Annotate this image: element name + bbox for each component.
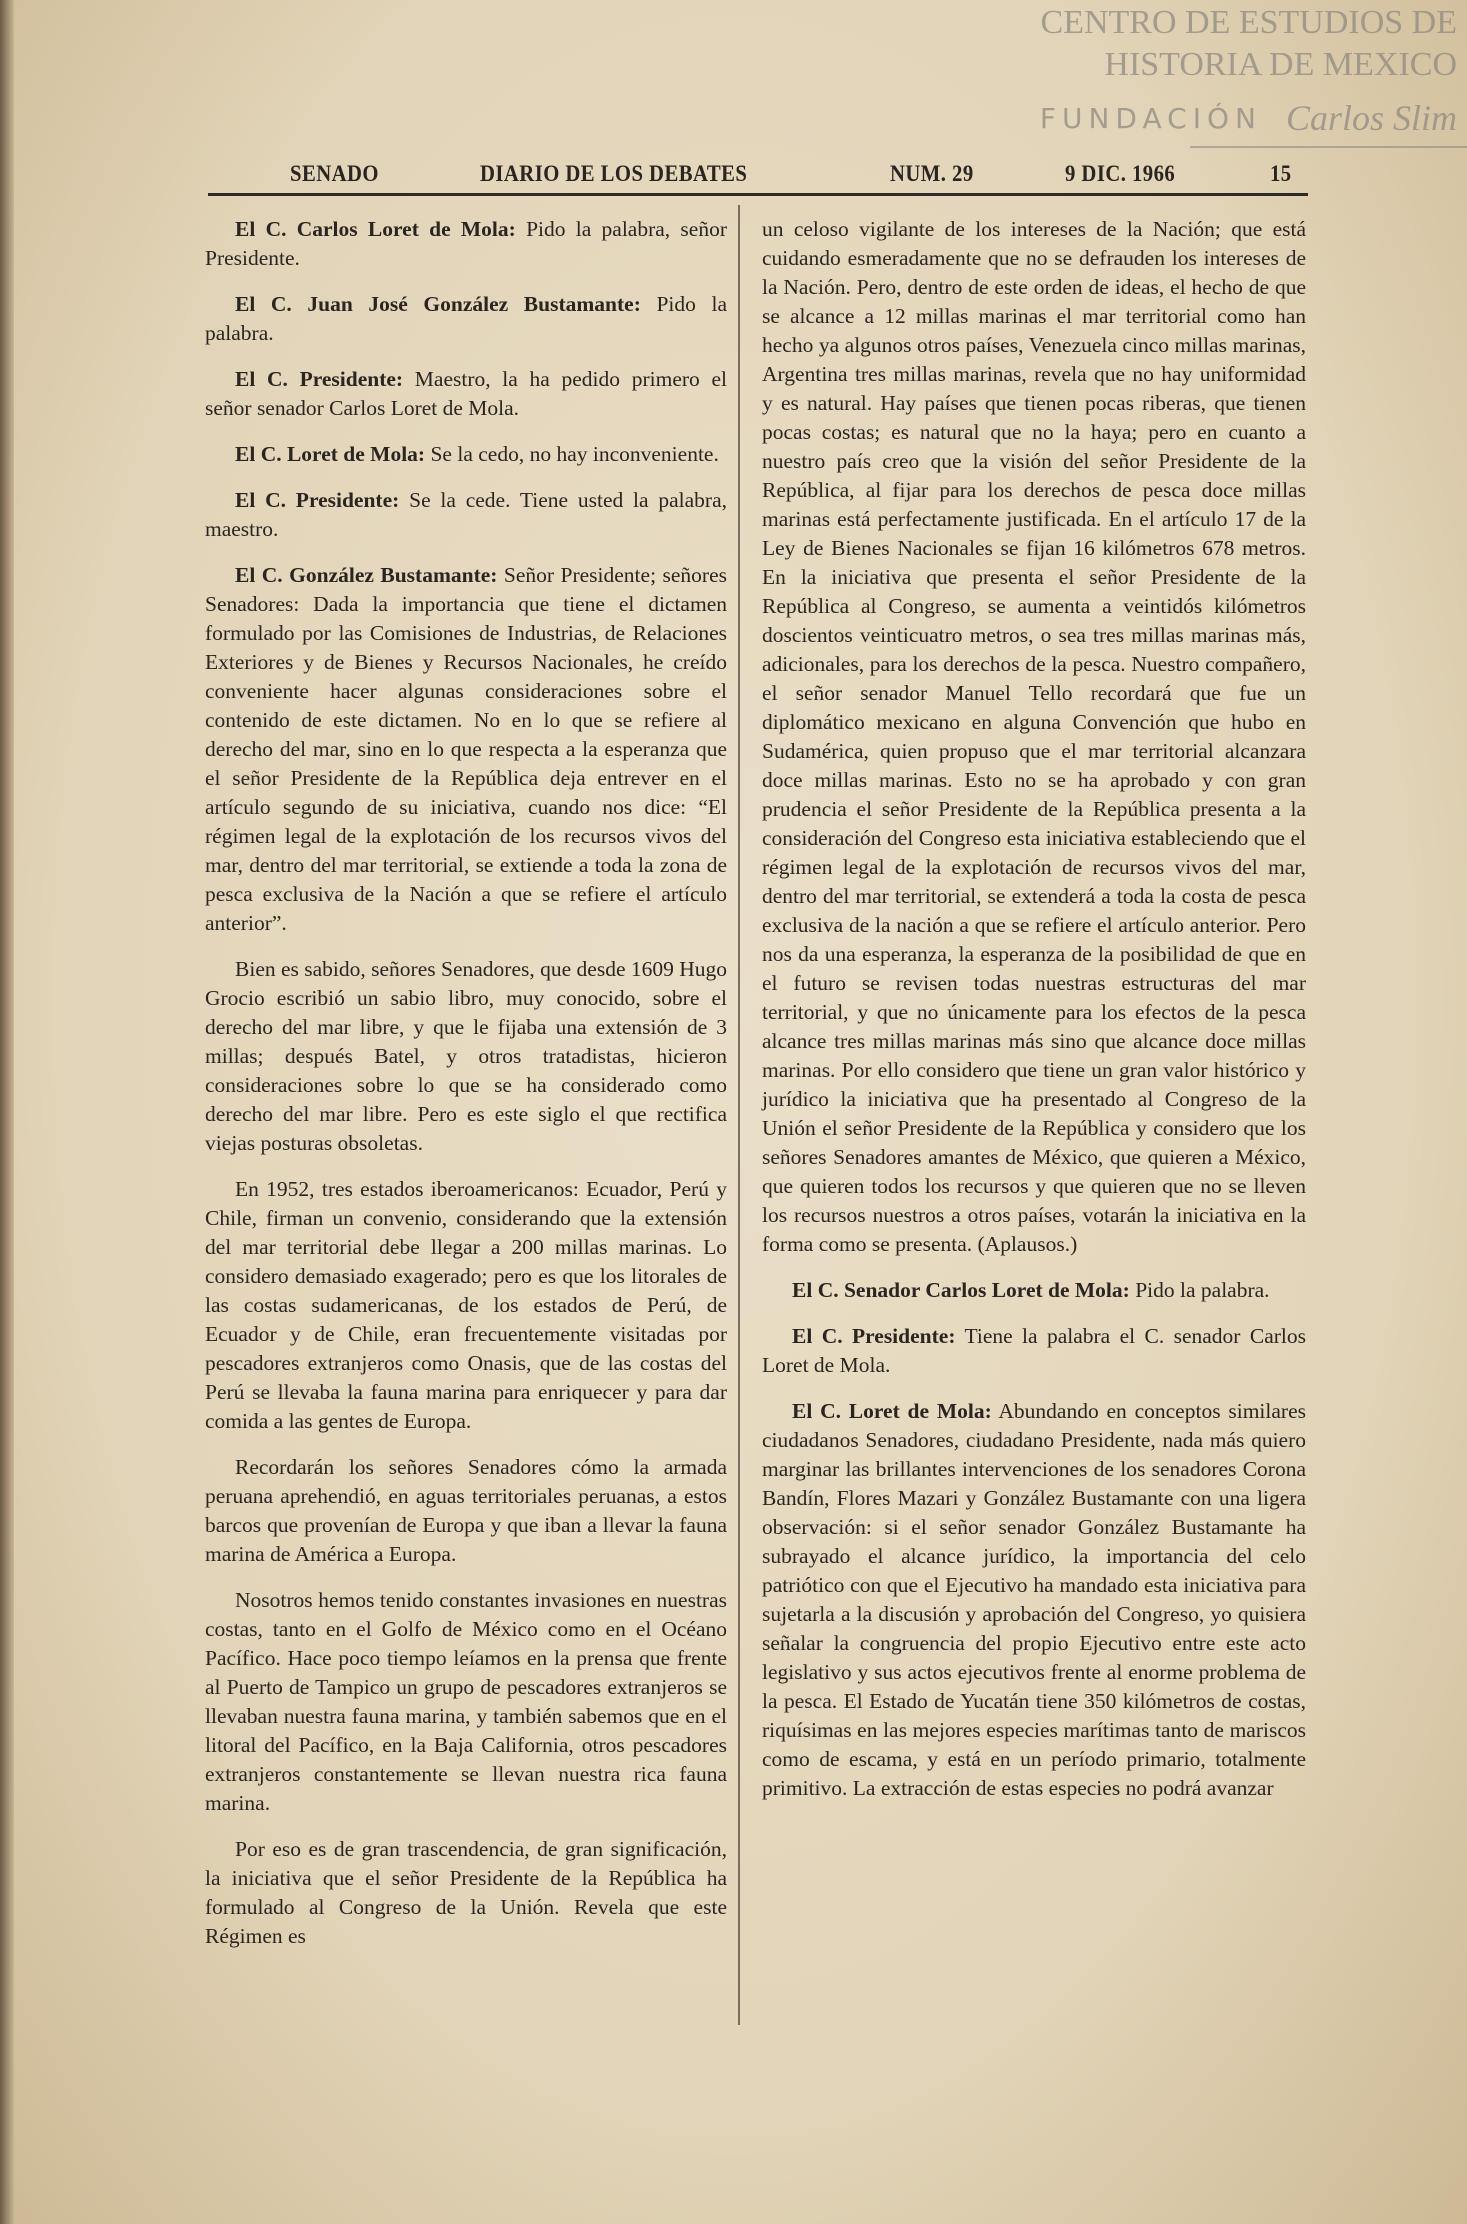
header-publication: DIARIO DE LOS DEBATES: [480, 161, 748, 186]
watermark-signature: Carlos Slim: [1285, 98, 1457, 138]
paragraph: [205, 440, 727, 469]
watermark-institution: CENTRO DE ESTUDIOS DE HISTORIA DE MEXICO: [1040, 4, 1457, 83]
paragraph-text: Pido la palabra.: [205, 292, 727, 345]
paragraph-text: Se la cedo, no hay inconveniente.: [425, 442, 719, 466]
header-date: 9 DIC. 1966: [1065, 161, 1176, 186]
speaker-name: El C. Loret de Mola:: [235, 442, 426, 466]
left-column: [205, 215, 727, 1968]
paragraph: [205, 955, 727, 1158]
header-page-number: 15: [1270, 161, 1292, 186]
page-edge-shadow: [0, 0, 14, 2224]
speaker-name: El C. Juan José González Bustamante:: [235, 292, 641, 316]
speaker-name: El C. González Bustamante:: [235, 563, 498, 587]
right-column: [762, 215, 1306, 1820]
header-number: NUM. 29: [890, 161, 974, 186]
speaker-name: El C. Loret de Mola:: [792, 1399, 992, 1423]
paragraph-text: Por eso es de gran trascendencia, de gran significación, la iniciativa que el señor Presidente de la República ha formulado al Congreso de la Unión. Revela que este Régimen es: [205, 1837, 727, 1948]
speaker-name: El C. Presidente:: [792, 1324, 956, 1348]
paragraph-text: En 1952, tres estados iberoamericanos: Ecuador, Perú y Chile, firman un convenio, considerando que la extensión del mar territorial debe llegar a 200 millas marinas. Lo considero demasiado exagerado; pero es que los litorales de las costas sudamericanas, de los estados de Perú, de Ecuador y de Chile, eran frecuentemente visitadas por pescadores extranjeros como Onasis, que de las costas del Perú se llevaba la fauna marina para enriquecer y para dar comida a las gentes de Europa.: [205, 1177, 727, 1433]
header-rule: [208, 193, 1308, 196]
paragraph-text: Abundando en conceptos similares ciudadanos Senadores, ciudadano Presidente, nada más quiero marginar las brillantes intervenciones de los senadores Corona Bandín, Flores Mazari y González Bustamante con una ligera observación: si el señor senador González Bustamante ha subrayado el alcance jurídico, la importancia del celo patriótico con que el Ejecutivo ha mandado esta iniciativa para sujetarla a la discusión y aprobación del Congreso, yo quisiera señalar la congruencia del propio Ejecutivo entre este acto legislativo y sus actos ejecutivos frente al enorme problema de la pesca. El Estado de Yucatán tiene 350 kilómetros de costas, riquísimas en las mejores especies marítimas tanto de mariscos como de escama, y está en un período primario, totalmente primitivo. La extracción de estas especies no podrá avanzar: [762, 1399, 1306, 1800]
speaker-name: El C. Presidente:: [235, 367, 404, 391]
paragraph-text: Maestro, la ha pedido primero el señor senador Carlos Loret de Mola.: [205, 367, 727, 420]
paragraph-text: Señor Presidente; señores Senadores: Dada la importancia que tiene el dictamen formulado por las Comisiones de Industrias, de Relaciones Exteriores y de Bienes y Recursos Nacionales, he creído conveniente hacer algunas consideraciones sobre el contenido de este dictamen. No en lo que se refiere al derecho del mar, sino en lo que respecta a la esperanza que el señor Presidente de la República deja entrever en el artículo segundo de su iniciativa, cuando nos dice: “El régimen legal de la explotación de los recursos vivos del mar, dentro del mar territorial, se extiende a toda la zona de pesca exclusiva de la Nación a que se refiere el artículo anterior”.: [205, 563, 727, 935]
paragraph-text: Pido la palabra.: [1129, 1278, 1270, 1302]
speaker-name: El C. Senador Carlos Loret de Mola:: [792, 1278, 1130, 1302]
paragraph-text: Recordarán los señores Senadores cómo la armada peruana aprehendió, en aguas territoriales peruanas, a estos barcos que provenían de Europa y que iban a llevar la fauna marina de América a Europa.: [205, 1455, 727, 1566]
speaker-name: El C. Carlos Loret de Mola:: [235, 217, 516, 241]
header-chamber: SENADO: [290, 161, 379, 186]
paragraph-text: Se la cede. Tiene usted la palabra, maestro.: [205, 488, 727, 541]
paragraph-text: Pido la palabra, señor Presidente.: [205, 217, 728, 270]
speaker-name: El C. Presidente:: [235, 488, 400, 512]
paragraph: [205, 1586, 727, 1818]
watermark-foundation: FUNDACIÓN: [1039, 101, 1262, 135]
paragraph-text: Tiene la palabra el C. senador Carlos Loret de Mola.: [762, 1324, 1306, 1377]
paragraph-text: un celoso vigilante de los intereses de la Nación; que está cuidando esmeradamente que no se defrauden los intereses de la Nación. Pero, dentro de este orden de ideas, el hecho de que se alcance a 12 millas marinas el mar territorial como han hecho ya algunos otros países, Venezuela cinco millas marinas, Argentina tres millas marinas, revela que no hay uniformidad y es natural. Hay países que tienen pocas riberas, que tienen pocas costas; es natural que no la haya; pero en cuanto a nuestro país creo que la visión del señor Presidente de la República, al fijar para los derechos de pesca doce millas marinas está perfectamente justificada. En el artículo 17 de la Ley de Bienes Nacionales se fijan 16 kilómetros 678 metros. En la iniciativa que presenta el señor Presidente de la República al Congreso, se aumenta a veintidós kilómetros doscientos veinticuatro metros, o sea tres millas marinas más, adicionales, para los derechos de la pesca. Nuestro compañero, el señor senador Manuel Tello recordará que fue un diplomático mexicano en alguna Convención que hubo en Sudamérica, quien propuso que el mar territorial alcanzara doce millas marinas. Esto no se ha aprobado y con gran prudencia el señor Presidente de la República presenta a la consideración del Congreso esta iniciativa estableciendo que el régimen legal de la explotación de recursos vivos del mar, dentro del mar territorial, se extenderá a toda la costa de pesca exclusiva de la nación a que se refiere el artículo anterior. Pero nos da una esperanza, la esperanza de la posibilidad de que en el futuro se revisen todas nuestras estructuras del mar territorial, y que no únicamente para los efectos de la pesca alcance tres millas marinas más sino que alcance doce millas marinas. Por ello considero que tiene un gran valor histórico y jurídico la iniciativa que ha presentado al Congreso de la Unión el señor Presidente de la República y considero que los señores Senadores amantes de México, que quieren a México, que quieren todos los recursos y que quieren que no se lleven los recursos nuestros a otros países, votarán la iniciativa en la forma como se presenta. (Aplausos.): [762, 217, 1306, 1256]
paragraph-text: Nosotros hemos tenido constantes invasiones en nuestras costas, tanto en el Golfo de México como en el Océano Pacífico. Hace poco tiempo leíamos en la prensa que frente al Puerto de Tampico un grupo de pescadores extranjeros se llevaban nuestra fauna marina, y también sabemos que en el litoral del Pacífico, en la Baja California, otros pescadores extranjeros constantemente se llevan nuestra rica fauna marina.: [205, 1588, 727, 1815]
paragraph: [205, 215, 727, 273]
paragraph: [205, 290, 727, 348]
paragraph: [205, 1175, 727, 1436]
paragraph: [205, 486, 727, 544]
paragraph: [205, 365, 727, 423]
paragraph: [205, 1453, 727, 1569]
page-header: [290, 155, 1310, 195]
column-divider: [738, 205, 740, 2025]
paragraph: [205, 561, 727, 938]
watermark-foundation-row: [1040, 94, 1457, 142]
paragraph: [762, 1276, 1306, 1305]
watermark-line: [1190, 146, 1467, 148]
paragraph: [762, 1397, 1306, 1803]
paragraph: [205, 1835, 727, 1951]
paragraph: [762, 215, 1306, 1259]
paragraph: [762, 1322, 1306, 1380]
paragraph-text: Bien es sabido, señores Senadores, que desde 1609 Hugo Grocio escribió un sabio libro, muy conocido, sobre el derecho del mar libre, y que le fijaba una extensión de 3 millas; después Batel, y otros tratadistas, hicieron consideraciones sobre lo que se ha considerado como derecho del mar libre. Pero es este siglo el que rectifica viejas posturas obsoletas.: [205, 957, 728, 1155]
